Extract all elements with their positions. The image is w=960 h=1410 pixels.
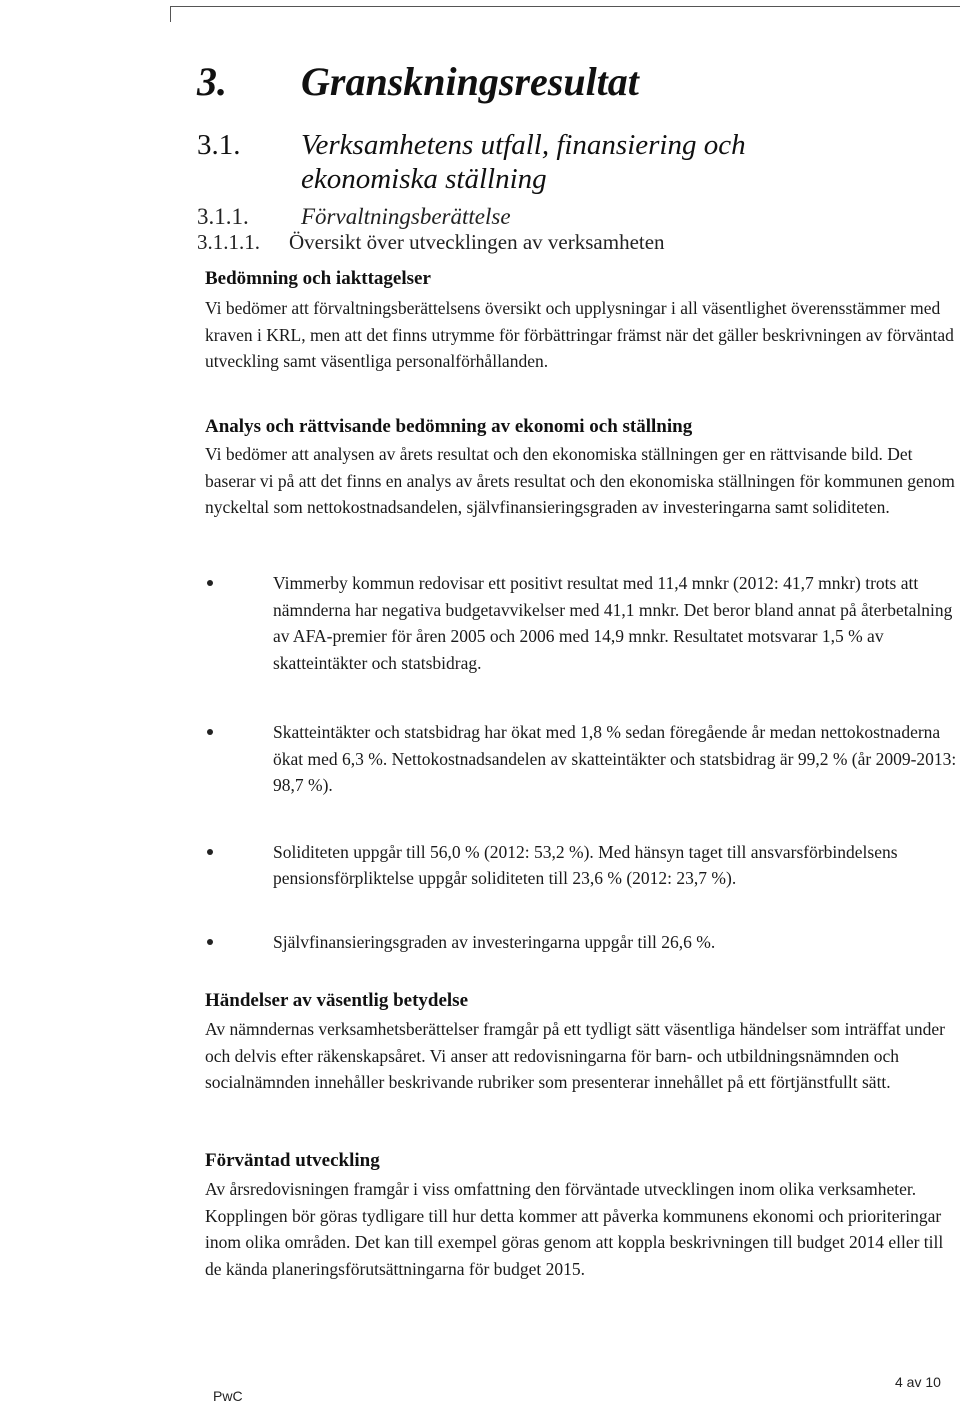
bullet-icon	[207, 849, 213, 855]
section-heading	[197, 58, 639, 105]
top-tick	[170, 6, 171, 22]
key-figures-list	[205, 570, 960, 955]
footer-brand: PwC	[213, 1388, 243, 1404]
assessment-text: Vi bedömer att förvaltningsberättelsens översikt och upplysningar i all väsentlighet överensstämmer med kraven i KRL, men att det finns utrymme för förbättringar främst när det gäller beskrivningen av förväntad utveckling samt väsentliga personalförhållanden.	[205, 298, 954, 371]
analysis-text: Vi bedömer att analysen av årets resultat och den ekonomiska ställningen ger en rättvisande bild. Det baserar vi på att det finns en analys av årets resultat och den ekonomiska ställningen för kommunen genom nyckeltal som nettokostnadsandelen, självfinansieringsgraden av investeringarna samt soliditeten.	[205, 444, 955, 517]
events-text: Av nämndernas verksamhetsberättelser framgår på ett tydligt sätt väsentliga händelser som inträffat under och delvis efter räkenskapsåret. Vi anser att redovisningarna för barn- och utbildningsnämnden och socialnämnden innehåller beskrivande rubriker som presenterar innehållet på ett förtjänstfullt sätt.	[205, 1019, 945, 1092]
subsubsubsection-number: 3.1.1.1.	[197, 230, 260, 254]
section-title: Granskningsresultat	[301, 59, 639, 104]
subsubsection-heading	[197, 204, 511, 230]
top-rule	[170, 6, 960, 7]
subsubsubsection-heading	[197, 230, 665, 255]
subsubsection-title: Förvaltningsberättelse	[301, 204, 511, 229]
subsection-title: Verksamhetens utfall, finansiering och ekonomiska ställning	[301, 129, 746, 195]
assessment-heading: Bedömning och iakttagelser	[205, 268, 431, 289]
list-item: Vimmerby kommun redovisar ett positivt resultat med 11,4 mnkr (2012: 41,7 mnkr) trots att nämnderna har negativa budgetavvikelser med 41,1 mnkr. Det beror bland annat på återbetalning av AFA-premier för åren 2005 och 2006 med 14,9 mnkr. Resultatet motsvarar 1,5 % av skatteintäkter och statsbidrag.	[205, 570, 960, 676]
subsection-heading	[197, 128, 861, 196]
list-item: Självfinansieringsgraden av investeringarna uppgår till 26,6 %.	[205, 929, 960, 956]
list-item: Skatteintäkter och statsbidrag har ökat med 1,8 % sedan föregående år medan nettokostnaderna ökat med 6,3 %. Nettokostnadsandelen av skatteintäkter och statsbidrag är 99,2 % (år 2009-2013: 98,7 %).	[205, 719, 960, 799]
page-number: 4 av 10	[895, 1374, 941, 1390]
subsection-number: 3.1.	[197, 129, 241, 161]
subsubsubsection-title: Översikt över utvecklingen av verksamheten	[289, 230, 665, 254]
outlook-text: Av årsredovisningen framgår i viss omfattning den förväntade utvecklingen inom olika verksamheter. Kopplingen bör göras tydligare till hur detta kommer att påverka kommunens ekonomi och prioriteringar inom olika områden. Det kan till exempel göras genom att koppla beskrivningen till budget 2014 eller till de kända planeringsförutsättningarna för budget 2015.	[205, 1179, 944, 1279]
bullet-icon	[207, 729, 213, 735]
events-heading: Händelser av väsentlig betydelse	[205, 990, 469, 1011]
section-number: 3.	[197, 59, 227, 104]
outlook-heading: Förväntad utveckling	[205, 1150, 380, 1171]
bullet-icon	[207, 580, 213, 586]
analysis-heading: Analys och rättvisande bedömning av ekonomi och ställning	[205, 416, 693, 437]
subsubsection-number: 3.1.1.	[197, 204, 249, 229]
list-item: Soliditeten uppgår till 56,0 % (2012: 53,2 %). Med hänsyn taget till ansvarsförbindelsens pensionsförpliktelse uppgår soliditeten till 23,6 % (2012: 23,7 %).	[205, 839, 960, 892]
bullet-icon	[207, 939, 213, 945]
